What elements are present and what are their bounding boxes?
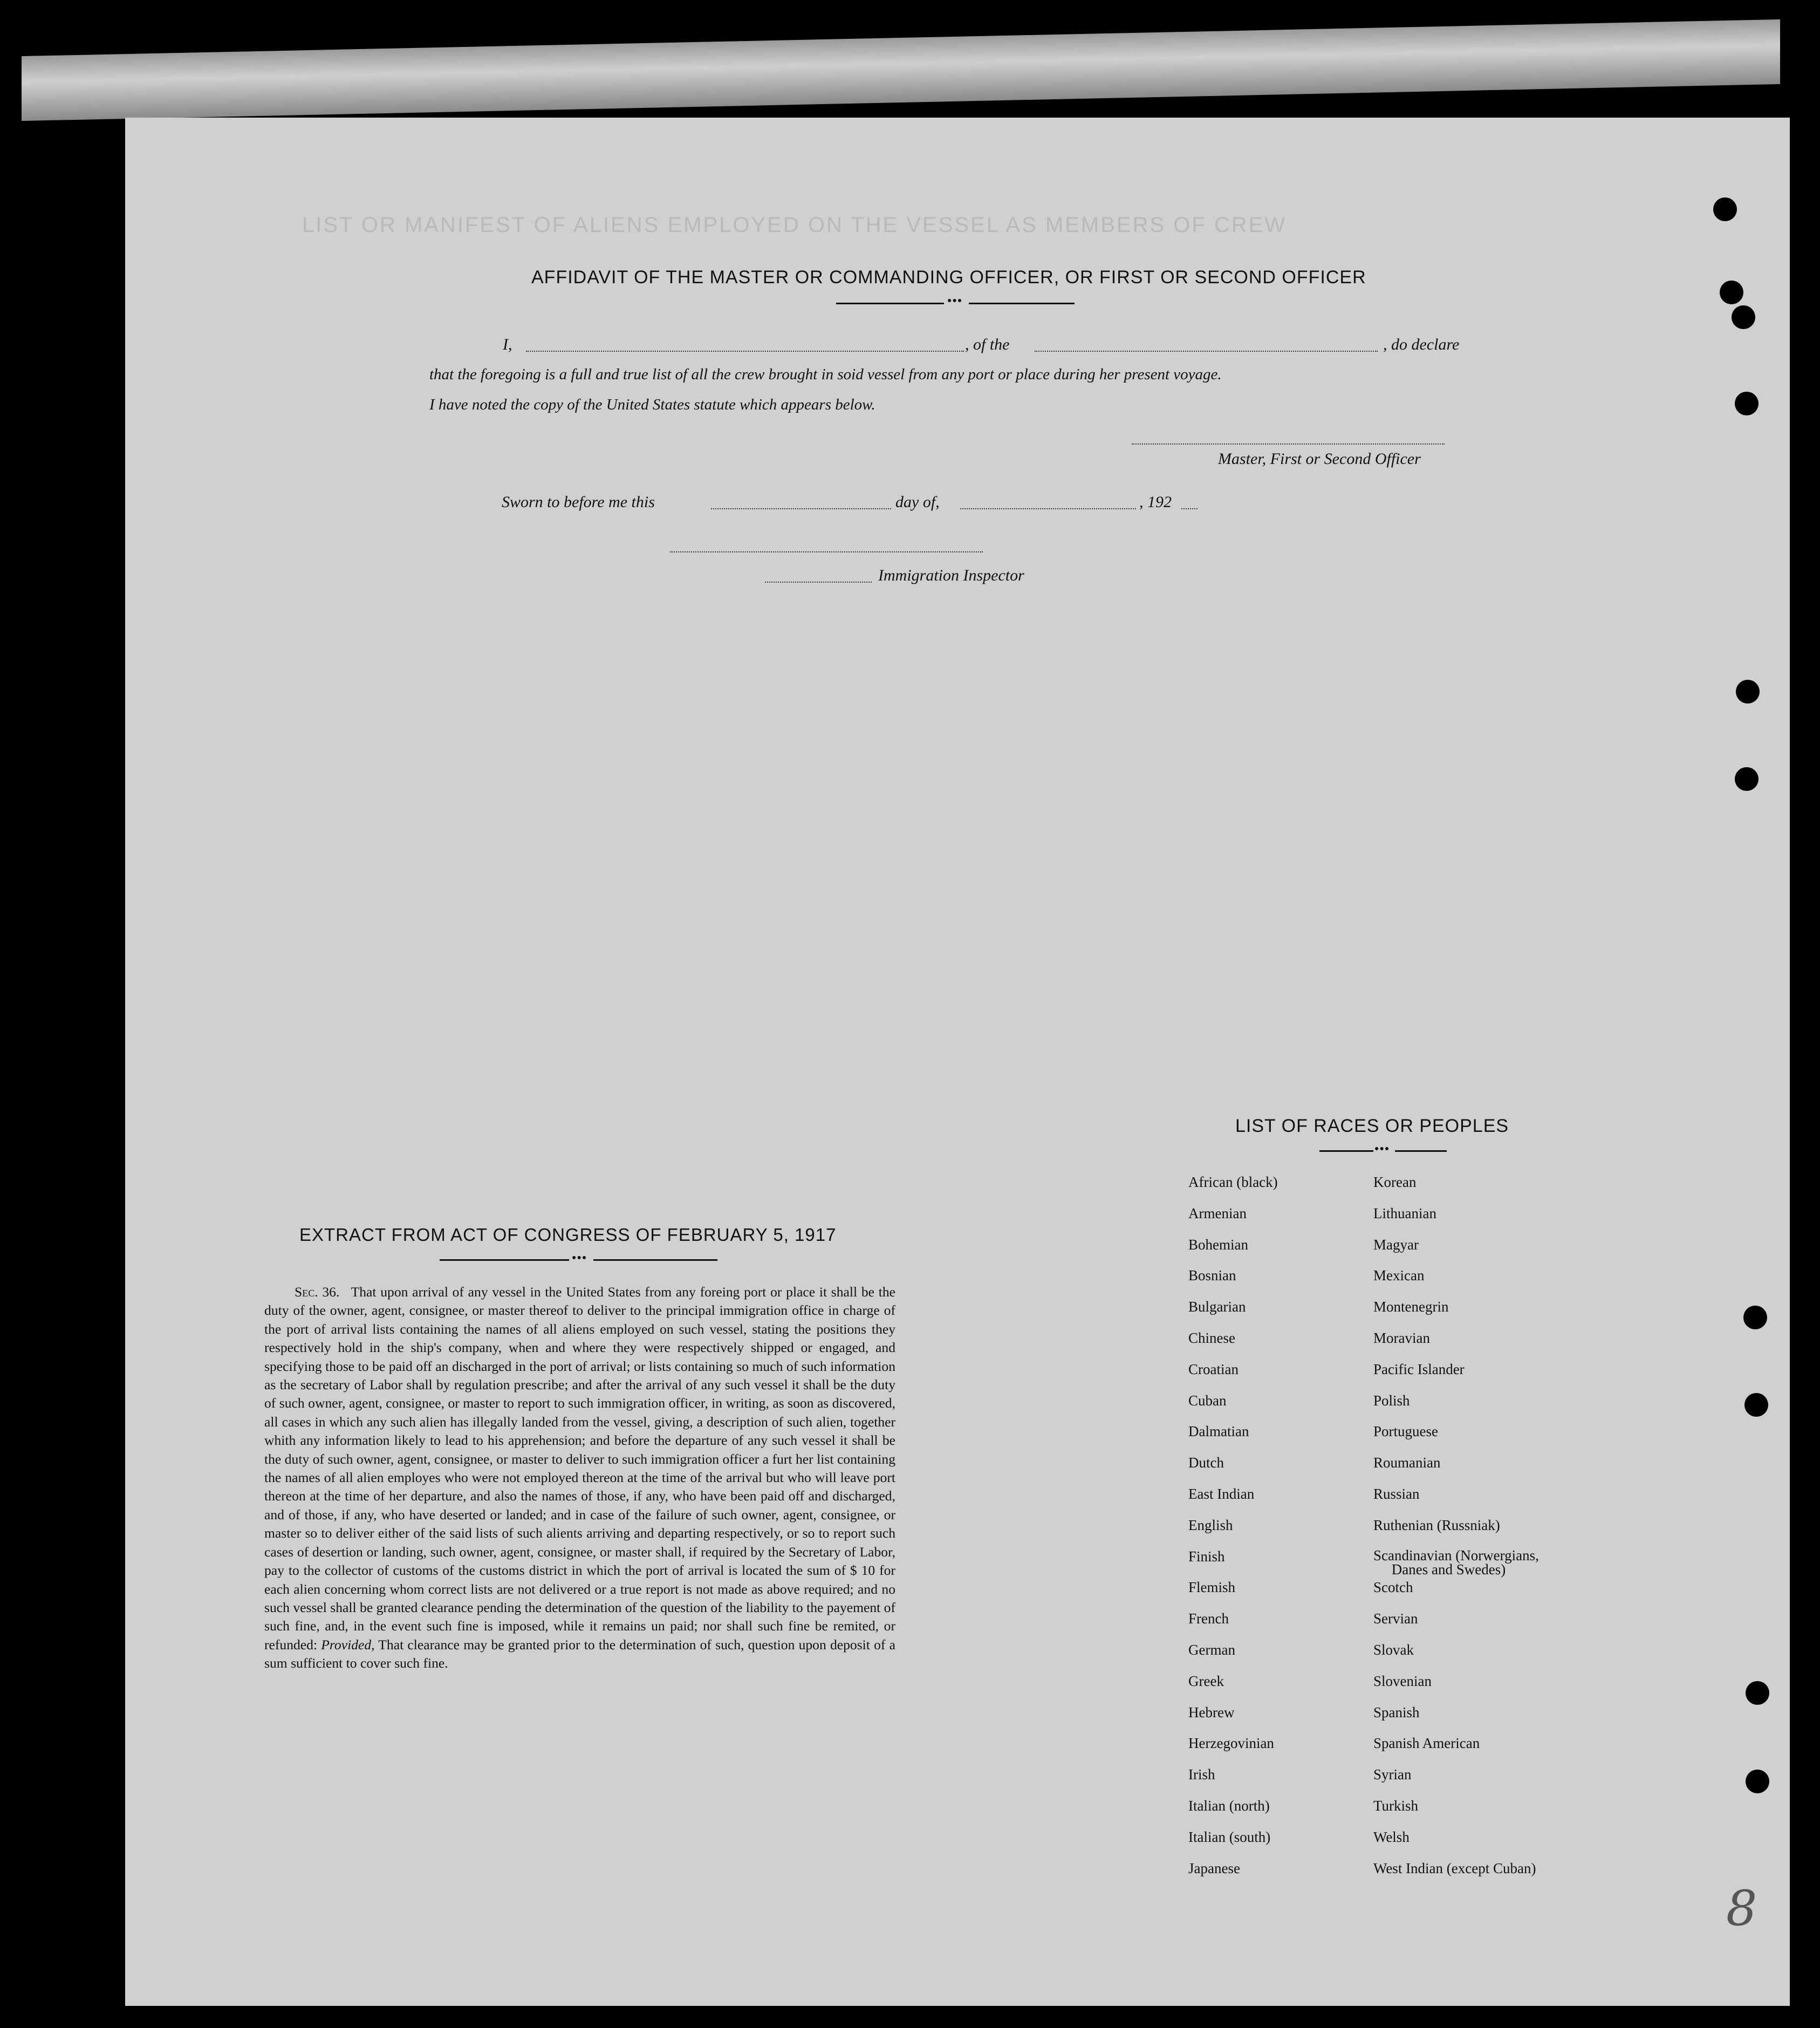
provided-label: Provided, [321, 1636, 375, 1653]
race-item: Dutch [1188, 1455, 1224, 1471]
race-item: French [1188, 1610, 1229, 1627]
race-item: German [1188, 1642, 1235, 1658]
section-label: Sec. [295, 1284, 318, 1300]
affidavit-title: AFFIDAVIT OF THE MASTER OR COMMANDING OFFICER, OR FIRST OR SECOND OFFICER [531, 267, 1366, 288]
race-item: Bulgarian [1188, 1299, 1246, 1315]
inspector-label: Immigration Inspector [878, 566, 1024, 584]
sworn-day-field[interactable] [711, 508, 891, 509]
race-item: Italian (south) [1188, 1829, 1271, 1845]
race-item: Servian [1373, 1610, 1418, 1627]
officer-signature-field[interactable] [1132, 443, 1445, 445]
race-item: Hebrew [1188, 1704, 1235, 1720]
binder-hole [1735, 767, 1759, 791]
year-prefix-text: , 192 [1139, 493, 1172, 511]
race-item: Portuguese [1373, 1423, 1438, 1439]
section-number: 36. [322, 1284, 340, 1300]
day-of-text: day of, [895, 493, 940, 511]
race-item: Scandinavian (Norwergians, Danes and Swedes) [1373, 1547, 1539, 1578]
officer-signature-label: Master, First or Second Officer [1218, 450, 1421, 468]
race-item: African (black) [1188, 1174, 1278, 1190]
race-item: Montenegrin [1373, 1299, 1449, 1315]
handwritten-mark: 8 [1726, 1880, 1757, 1937]
race-item: Flemish [1188, 1579, 1236, 1595]
race-item: Roumanian [1373, 1455, 1441, 1471]
race-item: Japanese [1188, 1860, 1240, 1876]
binder-hole [1720, 281, 1743, 304]
race-item: Scotch [1373, 1579, 1413, 1595]
race-item: Mexican [1373, 1267, 1425, 1283]
binder-hole [1746, 1770, 1769, 1793]
year-field[interactable] [1181, 508, 1198, 509]
race-item: Magyar [1373, 1237, 1419, 1253]
race-item: Welsh [1373, 1829, 1410, 1845]
declarant-name-field[interactable] [526, 351, 964, 352]
declarant-prefix: I, [503, 336, 512, 353]
do-declare-text: , do declare [1383, 336, 1460, 353]
races-rule-dots: ●●● [1374, 1145, 1390, 1153]
race-item: Irish [1188, 1766, 1215, 1783]
races-title: LIST OF RACES OR PEOPLES [1235, 1116, 1509, 1136]
extract-rule-dots: ●●● [572, 1254, 587, 1262]
races-rule-right [1395, 1150, 1447, 1152]
race-item: Greek [1188, 1673, 1224, 1689]
extract-rule-right [593, 1259, 717, 1261]
race-item: Pacific Islander [1373, 1361, 1465, 1377]
race-item: Spanish American [1373, 1735, 1480, 1751]
extract-body [264, 1283, 895, 1673]
race-item: Cuban [1188, 1392, 1227, 1409]
race-item: Lithuanian [1373, 1205, 1436, 1221]
race-item: Bosnian [1188, 1267, 1236, 1283]
document-page [125, 118, 1790, 2006]
race-item: Croatian [1188, 1361, 1239, 1377]
extract-rule-left [440, 1259, 569, 1261]
binder-hole [1713, 197, 1737, 221]
film-edge-strip [22, 19, 1780, 121]
race-item: Spanish [1373, 1704, 1420, 1720]
extract-text: That upon arrival of any vessel in the United States from any foreing port or place it shall be the duty of the owner, agent, consignee, or master thereof to deliver to the principal immigration office in charge of the port of arrival lists containing the names of all aliens employed on such vessel, stating the positions they respectively hold in the ship's company, when and where they were respectively shipped or engaged, and specifying those to be paid off an discharged in the port of arrival; or lists containing so much of such information as the secretary of Labor shall by regulation prescribe; and after the arrival of any such vessel it shall be the duty of such owner, agent, consignee, or master to report to such immigration officer, in writing, as soon as discovered, all cases in which any such alien has illegally landed from the vessel, giving, a description of such alien, together whith any information likely to lead to his apprehension; and before the departure of any such vessel it shall be the duty of such owner, agent, consignee, or master to deliver to such immigration officer a furt her list containing the names of all alien employes who were not employed thereon at the time of the arrival but who will leave port thereon at the time of her departure, and also the names of those, if any, who have been paid off and discharged, and of those, if any, who have deserted or landed; and in case of the failure of such owner, agent, consignee, or master so to deliver either of the said lists of such alients arriving and departing respectively, or so to report such cases of desertion or landing, such owner, agent, consignee, or master shall, if required by the Secretary of Labor, pay to the collector of customs of the customs district in which the port of arrival is located the sum of $ 10 for each alien concerning whom correct lists are not delivered or a true report is not made as above required; and no such vessel shall be granted clearance pending the determination of the question of the liability to the payement of such fine, and, in the event such fine is imposed, while it remains un paid; nor shall such fine be remited, or refunded: [264, 1284, 895, 1653]
binder-hole [1735, 392, 1759, 415]
of-the-text: , of the [965, 336, 1010, 353]
title-rule-dots: ●●● [947, 297, 963, 305]
binder-hole [1746, 1681, 1769, 1705]
race-item: Russian [1373, 1486, 1420, 1502]
race-item: Slovenian [1373, 1673, 1432, 1689]
race-item: Ruthenian (Russniak) [1373, 1517, 1500, 1533]
races-rule-left [1319, 1150, 1373, 1152]
declaration-line: that the foregoing is a full and true list of all the crew brought in soid vessel from any port or place during her present voyage. [429, 366, 1222, 383]
faded-bleedthrough-header: LIST OR MANIFEST OF ALIENS EMPLOYED ON THE VESSEL AS MEMBERS OF CREW [302, 213, 1287, 237]
race-item: West Indian (except Cuban) [1373, 1860, 1536, 1876]
binder-hole [1744, 1393, 1768, 1417]
vessel-name-field[interactable] [1035, 351, 1378, 352]
statute-note-line: I have noted the copy of the United States statute which appears below. [429, 396, 875, 413]
race-item: Korean [1373, 1174, 1417, 1190]
title-rule-left [836, 303, 944, 304]
race-item: Italian (north) [1188, 1798, 1270, 1814]
extract-title: EXTRACT FROM ACT OF CONGRESS OF FEBRUARY 5, 1917 [299, 1225, 837, 1245]
race-item: Bohemian [1188, 1237, 1248, 1253]
binder-hole [1743, 1306, 1767, 1329]
race-item: East Indian [1188, 1486, 1255, 1502]
race-item: Chinese [1188, 1330, 1235, 1346]
inspector-name-field[interactable] [765, 582, 872, 583]
binder-hole [1732, 305, 1755, 329]
title-rule-right [969, 303, 1075, 304]
race-item: Moravian [1373, 1330, 1430, 1346]
race-item: Armenian [1188, 1205, 1247, 1221]
race-item: Finish [1188, 1548, 1225, 1565]
provided-text: That clearance may be granted prior to the determination of such, question upon deposit of a sum sufficient to cover such fine. [264, 1636, 895, 1671]
race-item: Polish [1373, 1392, 1410, 1409]
race-item: Syrian [1373, 1766, 1412, 1783]
race-item: Dalmatian [1188, 1423, 1249, 1439]
sworn-month-field[interactable] [960, 508, 1136, 509]
race-item: English [1188, 1517, 1233, 1533]
binder-hole [1736, 680, 1760, 704]
race-item: Slovak [1373, 1642, 1414, 1658]
race-item: Turkish [1373, 1798, 1419, 1814]
sworn-text: Sworn to before me this [502, 493, 655, 511]
inspector-signature-field[interactable] [670, 551, 983, 552]
race-item: Herzegovinian [1188, 1735, 1274, 1751]
